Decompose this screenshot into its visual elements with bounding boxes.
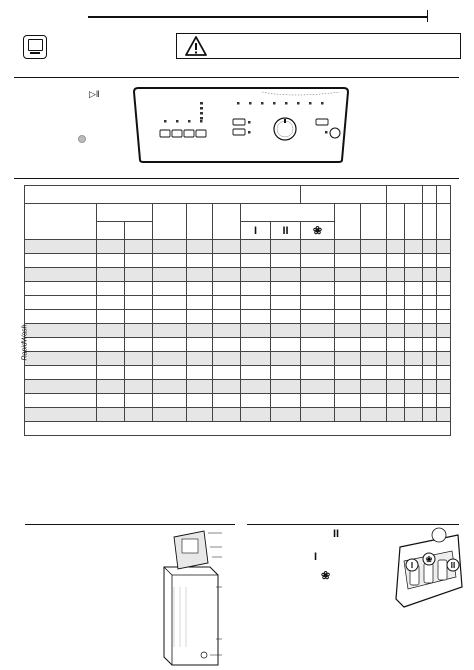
table-cell <box>125 282 153 296</box>
table-row <box>25 422 451 436</box>
table-cell <box>405 254 423 268</box>
table-cell <box>153 296 187 310</box>
table-cell <box>97 394 125 408</box>
table-cell <box>241 366 271 380</box>
table-cell <box>423 296 437 310</box>
table-cell <box>271 282 301 296</box>
table-cell <box>405 394 423 408</box>
table-cell <box>153 366 187 380</box>
table-cell <box>301 310 335 324</box>
table-cell <box>97 282 125 296</box>
table-cell <box>361 268 387 282</box>
table-cell <box>25 408 97 422</box>
table-cell <box>423 254 437 268</box>
dispenser-label-prewash: I <box>410 561 414 570</box>
table-cell <box>125 254 153 268</box>
table-cell <box>335 394 361 408</box>
compartment-label-mainwash: II <box>271 222 301 240</box>
table-cell <box>97 408 125 422</box>
table-cell <box>301 394 335 408</box>
warning-triangle-icon <box>184 35 208 57</box>
table-cell <box>153 310 187 324</box>
table-cell <box>187 352 213 366</box>
table-cell <box>153 282 187 296</box>
table-cell <box>387 254 405 268</box>
table-cell <box>387 394 405 408</box>
table-cell <box>271 324 301 338</box>
table-cell <box>437 394 451 408</box>
table-row <box>25 324 451 338</box>
table-cell <box>387 324 405 338</box>
table-cell <box>335 254 361 268</box>
table-cell <box>97 366 125 380</box>
table-cell <box>301 254 335 268</box>
table-cell <box>405 380 423 394</box>
table-cell <box>187 408 213 422</box>
table-cell <box>97 268 125 282</box>
table-cell <box>437 366 451 380</box>
table-cell <box>125 352 153 366</box>
table-header-row <box>25 186 451 204</box>
table-cell <box>405 366 423 380</box>
table-cell <box>125 296 153 310</box>
table-cell <box>125 268 153 282</box>
indicator-light <box>78 135 86 143</box>
rapid-wash-logo <box>21 317 39 373</box>
table-cell <box>25 422 451 436</box>
table-cell <box>387 268 405 282</box>
monitor-base <box>30 52 40 54</box>
table-cell <box>153 338 187 352</box>
monitor-icon <box>23 35 47 59</box>
dispenser-label-softener: ❀ <box>425 555 433 564</box>
table-cell <box>437 268 451 282</box>
table-cell <box>361 394 387 408</box>
table-cell <box>213 296 241 310</box>
table-cell <box>271 240 301 254</box>
table-cell <box>25 394 97 408</box>
table-cell <box>423 324 437 338</box>
table-cell <box>437 324 451 338</box>
table-cell <box>423 408 437 422</box>
section-divider-bottom-right <box>247 524 459 525</box>
table-cell <box>241 268 271 282</box>
monitor-screen <box>28 39 43 51</box>
table-cell <box>271 268 301 282</box>
table-row <box>25 366 451 380</box>
table-cell <box>405 324 423 338</box>
table-cell <box>437 310 451 324</box>
table-cell <box>423 240 437 254</box>
table-cell <box>387 240 405 254</box>
table-cell <box>125 380 153 394</box>
table-cell <box>437 254 451 268</box>
table-cell <box>153 240 187 254</box>
table-cell <box>387 380 405 394</box>
table-cell <box>301 408 335 422</box>
table-cell <box>301 296 335 310</box>
table-cell <box>25 240 97 254</box>
table-cell <box>25 268 97 282</box>
header-rule <box>88 16 428 18</box>
table-cell <box>335 310 361 324</box>
table-cell <box>335 380 361 394</box>
table-row <box>25 310 451 324</box>
table-cell <box>125 366 153 380</box>
table-cell <box>271 380 301 394</box>
table-row <box>25 338 451 352</box>
table-cell <box>125 394 153 408</box>
table-cell <box>335 268 361 282</box>
table-cell <box>125 408 153 422</box>
table-cell <box>361 240 387 254</box>
table-cell <box>271 310 301 324</box>
table-cell <box>153 268 187 282</box>
table-cell <box>271 296 301 310</box>
table-cell <box>387 352 405 366</box>
table-cell <box>301 338 335 352</box>
table-cell <box>187 296 213 310</box>
table-cell <box>361 324 387 338</box>
table-cell <box>97 240 125 254</box>
header-rule-tick <box>427 10 428 22</box>
table-body <box>25 240 451 436</box>
table-cell <box>405 310 423 324</box>
table-row <box>25 254 451 268</box>
table-cell <box>335 366 361 380</box>
table-cell <box>361 338 387 352</box>
table-cell <box>335 324 361 338</box>
table-cell <box>437 338 451 352</box>
table-cell <box>335 408 361 422</box>
dispenser-label-mainwash: II <box>450 561 456 570</box>
table-cell <box>405 282 423 296</box>
table-cell <box>153 408 187 422</box>
table-cell <box>387 310 405 324</box>
table-row <box>25 240 451 254</box>
table-cell <box>241 282 271 296</box>
washer-illustration <box>160 527 226 670</box>
table-cell <box>301 240 335 254</box>
table-cell <box>301 324 335 338</box>
table-cell <box>437 240 451 254</box>
table-cell <box>423 310 437 324</box>
table-cell <box>25 282 97 296</box>
table-cell <box>335 296 361 310</box>
table-cell <box>153 394 187 408</box>
table-cell <box>423 352 437 366</box>
table-cell <box>187 282 213 296</box>
table-cell <box>301 366 335 380</box>
table-cell <box>271 408 301 422</box>
table-cell <box>187 324 213 338</box>
table-cell <box>423 338 437 352</box>
table-cell <box>241 240 271 254</box>
program-table-container <box>21 185 450 409</box>
table-cell <box>241 338 271 352</box>
table-cell <box>213 240 241 254</box>
table-cell <box>125 324 153 338</box>
table-row <box>25 282 451 296</box>
table-cell <box>437 352 451 366</box>
table-cell <box>335 352 361 366</box>
table-cell <box>153 254 187 268</box>
table-cell <box>97 310 125 324</box>
table-cell <box>423 380 437 394</box>
table-cell <box>271 352 301 366</box>
table-cell <box>387 296 405 310</box>
table-cell <box>213 408 241 422</box>
table-cell <box>271 366 301 380</box>
table-cell <box>25 380 97 394</box>
table-cell <box>187 366 213 380</box>
table-cell <box>187 394 213 408</box>
table-cell <box>437 282 451 296</box>
table-cell <box>25 254 97 268</box>
table-cell <box>301 380 335 394</box>
table-cell <box>187 240 213 254</box>
table-cell <box>241 296 271 310</box>
table-cell <box>125 310 153 324</box>
program-table <box>21 185 451 436</box>
warning-box <box>176 33 461 59</box>
table-cell <box>125 338 153 352</box>
table-row <box>25 296 451 310</box>
section-divider-middle <box>14 178 459 179</box>
table-cell <box>213 366 241 380</box>
prewash-symbol: I <box>314 551 318 563</box>
table-cell <box>387 366 405 380</box>
table-cell <box>241 254 271 268</box>
table-cell <box>241 352 271 366</box>
table-cell <box>213 254 241 268</box>
table-cell <box>301 352 335 366</box>
table-cell <box>423 268 437 282</box>
table-cell <box>213 268 241 282</box>
table-cell <box>97 380 125 394</box>
play-pause-icon: ▷‖ <box>89 89 100 99</box>
table-cell <box>405 408 423 422</box>
table-cell <box>405 352 423 366</box>
table-cell <box>423 282 437 296</box>
table-cell <box>301 282 335 296</box>
table-cell <box>213 394 241 408</box>
table-cell <box>213 282 241 296</box>
table-cell <box>271 254 301 268</box>
table-cell <box>405 338 423 352</box>
table-row <box>25 394 451 408</box>
table-cell <box>387 338 405 352</box>
table-row <box>25 408 451 422</box>
table-cell <box>387 408 405 422</box>
table-header-row <box>25 204 451 222</box>
table-cell <box>387 282 405 296</box>
table-cell <box>97 352 125 366</box>
rapid-wash-logo-text: RapidWash <box>21 324 29 361</box>
table-cell <box>335 282 361 296</box>
table-cell <box>213 338 241 352</box>
compartment-label-softener: ❀ <box>301 222 335 240</box>
table-cell <box>187 268 213 282</box>
table-cell <box>187 310 213 324</box>
table-row <box>25 268 451 282</box>
main-wash-symbol: II <box>333 528 340 540</box>
table-cell <box>241 310 271 324</box>
table-cell <box>423 394 437 408</box>
table-row <box>25 352 451 366</box>
table-cell <box>25 296 97 310</box>
table-cell <box>271 338 301 352</box>
table-cell <box>423 366 437 380</box>
table-cell <box>301 268 335 282</box>
table-cell <box>361 296 387 310</box>
table-cell <box>241 380 271 394</box>
table-cell <box>241 394 271 408</box>
section-divider-top <box>14 77 459 78</box>
control-panel-diagram <box>132 84 350 164</box>
table-cell <box>97 338 125 352</box>
table-cell <box>187 254 213 268</box>
table-cell <box>361 352 387 366</box>
table-cell <box>241 408 271 422</box>
table-cell <box>437 408 451 422</box>
table-cell <box>405 240 423 254</box>
table-cell <box>213 310 241 324</box>
table-cell <box>361 366 387 380</box>
table-cell <box>361 408 387 422</box>
detergent-dispenser-illustration <box>382 527 464 619</box>
table-cell <box>97 254 125 268</box>
table-cell <box>361 310 387 324</box>
table-cell <box>153 380 187 394</box>
section-divider-bottom-left <box>25 524 235 525</box>
table-cell <box>97 324 125 338</box>
table-cell <box>187 338 213 352</box>
table-cell <box>125 240 153 254</box>
table-cell <box>271 394 301 408</box>
table-cell <box>361 282 387 296</box>
softener-symbol: ❀ <box>321 570 331 582</box>
table-cell <box>241 324 271 338</box>
table-row <box>25 380 451 394</box>
table-cell <box>213 352 241 366</box>
table-cell <box>153 324 187 338</box>
table-cell <box>405 296 423 310</box>
table-cell <box>437 380 451 394</box>
compartment-label-prewash: I <box>241 222 271 240</box>
table-cell <box>97 296 125 310</box>
table-cell <box>213 380 241 394</box>
table-cell <box>153 352 187 366</box>
table-cell <box>335 240 361 254</box>
table-cell <box>437 296 451 310</box>
table-cell <box>187 380 213 394</box>
table-cell <box>361 254 387 268</box>
table-cell <box>405 268 423 282</box>
table-cell <box>361 380 387 394</box>
table-cell <box>335 338 361 352</box>
table-cell <box>213 324 241 338</box>
